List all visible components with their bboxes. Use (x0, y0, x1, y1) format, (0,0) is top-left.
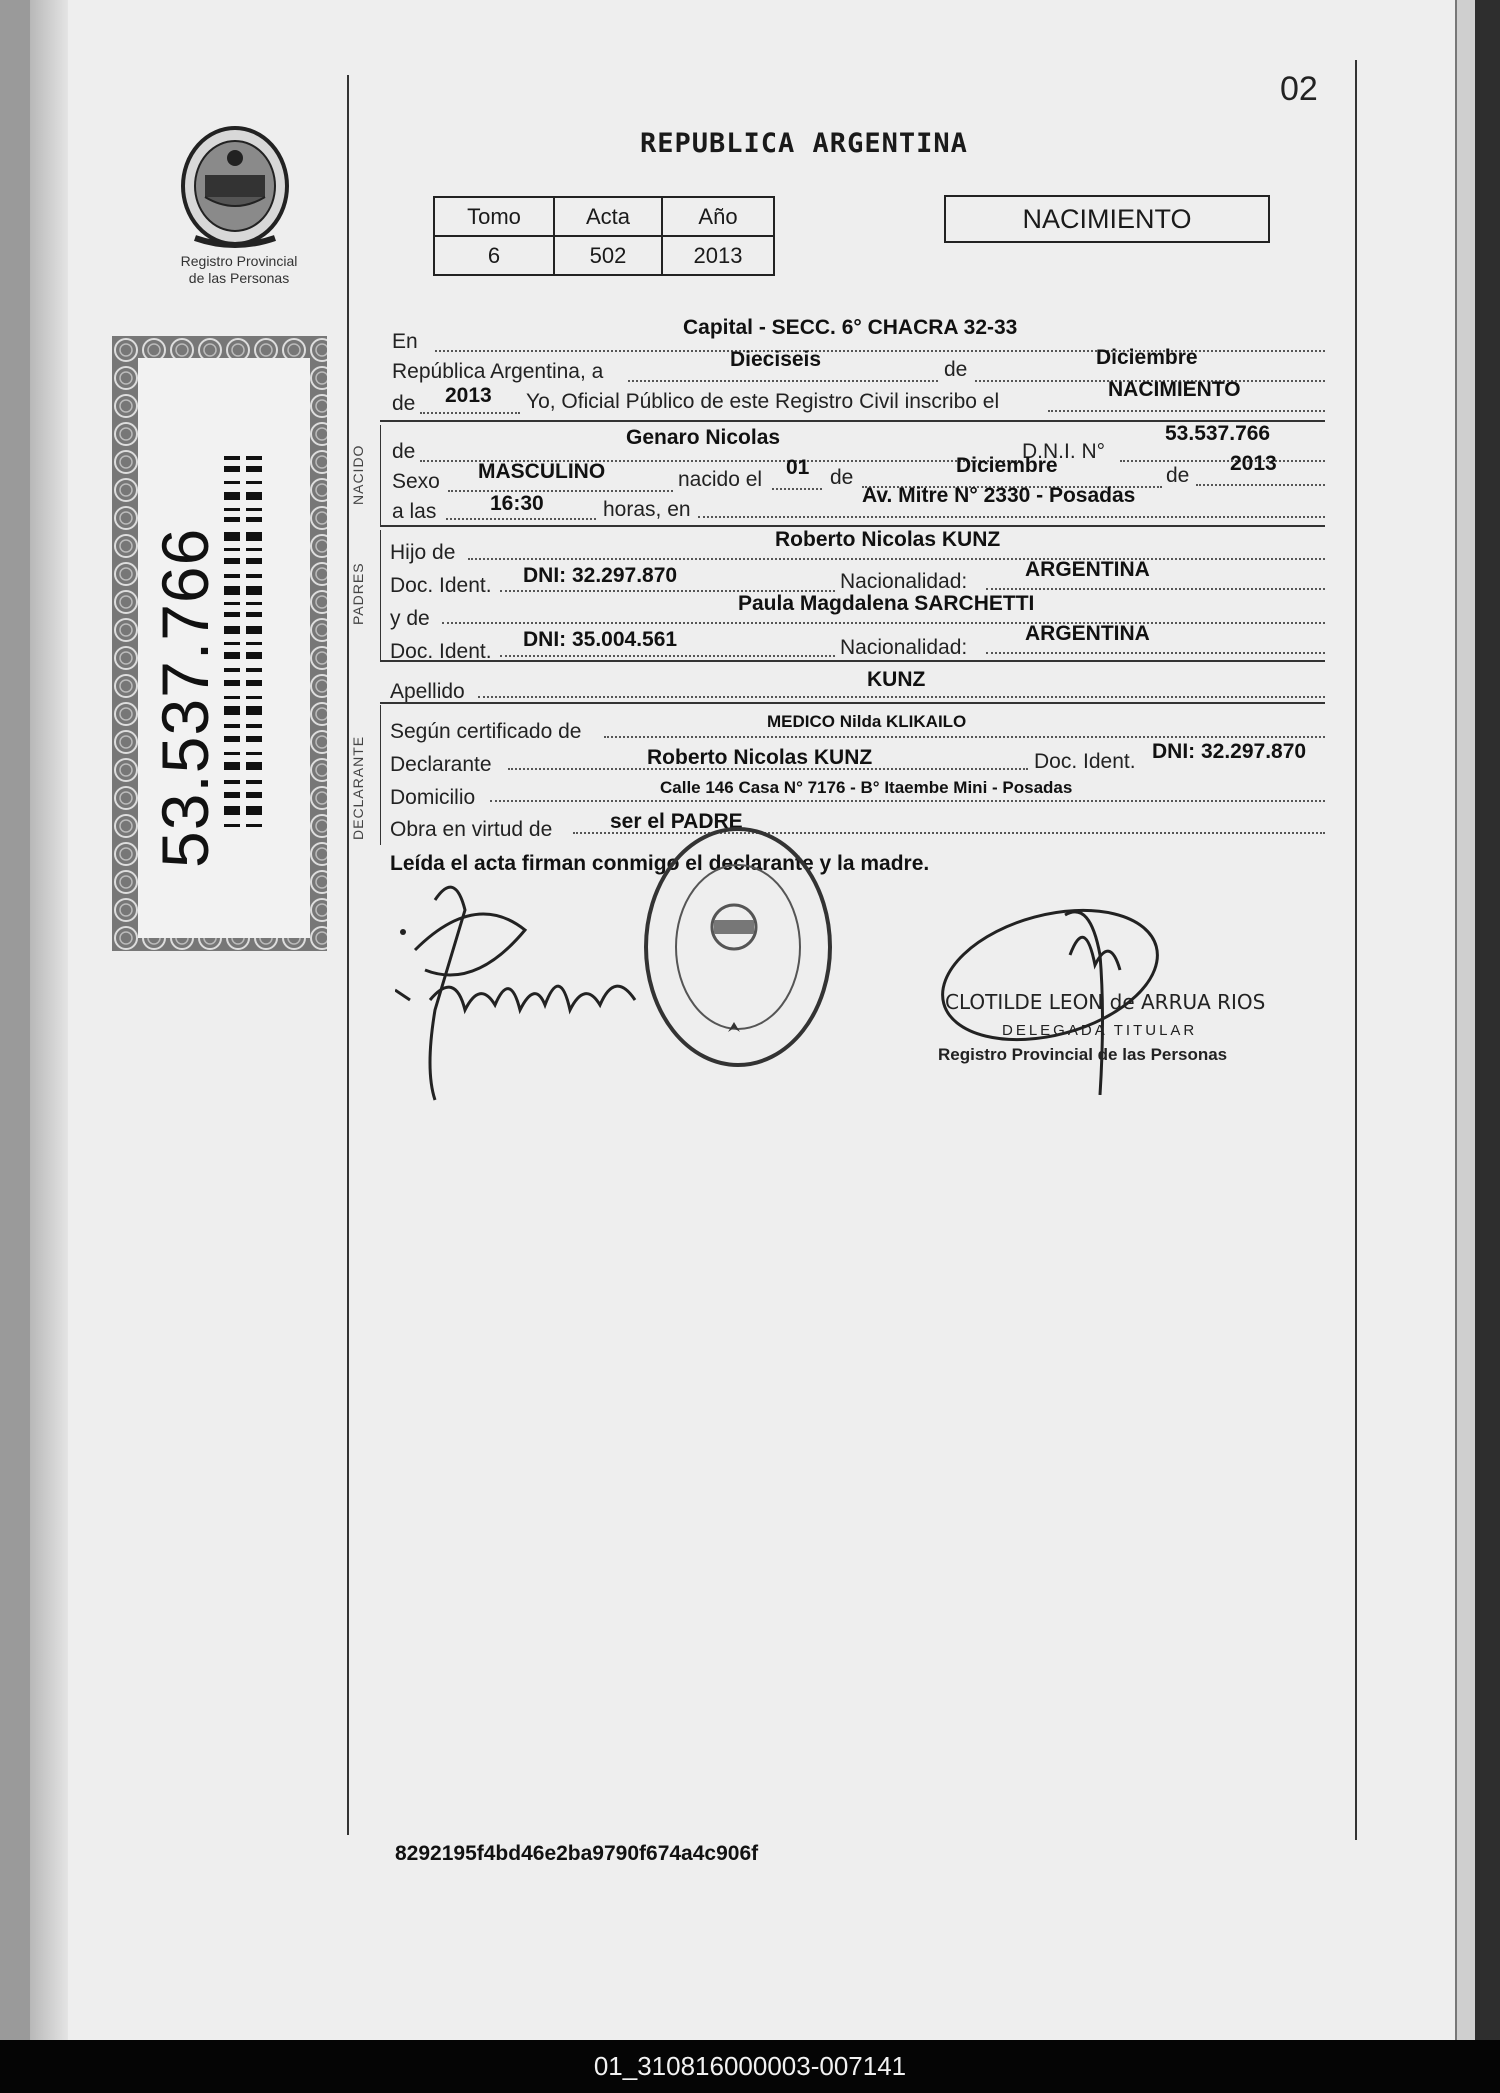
label-yo-oficial: Yo, Oficial Público de este Registro Civil inscribo el (526, 390, 1000, 413)
dots-dia (628, 380, 938, 382)
dots-lugar-nac (698, 516, 1325, 518)
value-anio-nac: 2013 (1230, 452, 1277, 475)
label-y-de: y de (390, 607, 430, 630)
rule-4 (380, 702, 1325, 704)
label-hijo-de: Hijo de (390, 541, 456, 564)
label-de-birthyear: de (1166, 464, 1190, 487)
value-sexo: MASCULINO (478, 460, 606, 483)
label-sexo: Sexo (392, 470, 440, 493)
value-padre-nac: ARGENTINA (1025, 558, 1150, 581)
value-hora: 16:30 (490, 492, 544, 515)
officer-name: CLOTILDE LEON de ARRUA RIOS (945, 990, 1266, 1014)
ref-header-tomo: Tomo (434, 197, 554, 236)
registry-caption (165, 253, 313, 287)
label-doc-ident-2: Doc. Ident. (390, 640, 492, 663)
label-nacionalidad-1: Nacionalidad: (840, 570, 968, 593)
value-padre: Roberto Nicolas KUNZ (775, 528, 1001, 551)
value-mes-nac: Diciembre (956, 454, 1058, 477)
dots-dia-nac (772, 488, 822, 490)
ref-value-anio: 2013 (662, 236, 774, 275)
right-frame-line (1355, 60, 1357, 1840)
label-doc-ident-1: Doc. Ident. (390, 574, 492, 597)
dots-tipo (1048, 410, 1325, 412)
left-frame-line (347, 75, 349, 1835)
ref-header-anio: Año (662, 197, 774, 236)
dots-year (420, 412, 520, 414)
label-nacido-el: nacido el (678, 468, 763, 491)
scan-right-border (1475, 0, 1500, 2040)
rule-3 (380, 660, 1325, 662)
label-horas-en: horas, en (603, 498, 691, 521)
closing-statement: Leída el acta firman conmigo el declarante y la madre. (390, 852, 930, 875)
dots-padre (468, 558, 1325, 560)
label-domicilio: Domicilio (390, 786, 476, 809)
label-segun-certificado: Según certificado de (390, 720, 582, 743)
label-apellido: Apellido (390, 680, 465, 703)
officer-role: DELEGADA TITULAR (1002, 1022, 1198, 1039)
value-declarante: Roberto Nicolas KUNZ (647, 746, 873, 769)
dots-padre-nac (986, 588, 1325, 590)
official-stamp-icon (638, 822, 838, 1072)
ref-header-acta: Acta (554, 197, 662, 236)
label-de-month: de (944, 358, 968, 381)
value-lugar-nac: Av. Mitre N° 2330 - Posadas (862, 484, 1136, 507)
ref-value-acta: 502 (554, 236, 662, 275)
value-nombre: Genaro Nicolas (626, 426, 781, 449)
page-left-edge (30, 0, 68, 2040)
officer-org: Registro Provincial de las Personas (938, 1045, 1228, 1064)
value-apellido: KUNZ (867, 668, 926, 691)
ref-value-tomo: 6 (434, 236, 554, 275)
value-madre-doc: DNI: 35.004.561 (523, 628, 678, 651)
label-de-name: de (392, 440, 416, 463)
reference-table (433, 196, 775, 276)
dots-madre-doc (500, 655, 835, 657)
record-type-box: NACIMIENTO (944, 195, 1270, 243)
value-padre-doc: DNI: 32.297.870 (523, 564, 678, 587)
dots-madre-nac (986, 652, 1325, 654)
vertical-id-text: 53.537.766 (148, 527, 222, 868)
value-madre: Paula Magdalena SARCHETTI (738, 592, 1035, 615)
label-declarante: Declarante (390, 753, 492, 776)
label-de-day: de (830, 466, 854, 489)
dots-madre (442, 622, 1325, 624)
value-madre-nac: ARGENTINA (1025, 622, 1150, 645)
value-declarante-doc: DNI: 32.297.870 (1152, 740, 1307, 763)
dots-anio-nac (1196, 484, 1325, 486)
label-nacionalidad-2: Nacionalidad: (840, 636, 968, 659)
value-dia-inscripcion: Dieciseis (730, 348, 822, 371)
value-dni: 53.537.766 (1165, 422, 1271, 445)
value-lugar: Capital - SECC. 6° CHACRA 32-33 (683, 316, 1018, 339)
label-dni: D.N.I. N° (1022, 440, 1106, 463)
label-a-las: a las (392, 500, 437, 523)
scan-footer-id: 01_310816000003-007141 (0, 2040, 1500, 2093)
dots-sexo (448, 490, 673, 492)
label-de-year: de (392, 392, 416, 415)
label-doc-ident-3: Doc. Ident. (1034, 750, 1136, 773)
value-dia-nac: 01 (786, 456, 810, 479)
dots-hora (446, 518, 596, 520)
value-domicilio: Calle 146 Casa N° 7176 - B° Itaembe Mini - Posadas (660, 778, 1073, 797)
document-title: REPUBLICA ARGENTINA (640, 128, 968, 159)
dots-domicilio (490, 800, 1325, 802)
registry-caption-line2: de las Personas (188, 270, 290, 286)
label-en: En (392, 330, 418, 353)
nacido-divider (380, 425, 381, 525)
value-certificado: MEDICO Nilda KLIKAILO (767, 712, 967, 731)
section-label-nacido: NACIDO (350, 444, 366, 505)
page-number: 02 (1280, 70, 1318, 108)
declarante-divider (380, 705, 381, 845)
dots-certificado (604, 736, 1325, 738)
dots-dni (1120, 460, 1325, 462)
vertical-id-number (150, 418, 220, 868)
padres-divider (380, 530, 381, 660)
section-label-padres: PADRES (350, 562, 366, 625)
rule-2 (380, 525, 1325, 527)
document-hash: 8292195f4bd46e2ba9790f674a4c906f (395, 1842, 759, 1865)
provincial-seal-icon (175, 120, 295, 252)
value-obra: ser el PADRE (610, 810, 743, 833)
label-obra-en-virtud: Obra en virtud de (390, 818, 553, 841)
dots-apellido (478, 696, 1325, 698)
value-mes-inscripcion: Diciembre (1096, 346, 1198, 369)
value-tipo: NACIMIENTO (1108, 378, 1241, 401)
registry-caption-line1: Registro Provincial (180, 253, 298, 269)
value-anio-inscripcion: 2013 (445, 384, 492, 407)
label-republica: República Argentina, a (392, 360, 604, 383)
section-label-declarante: DECLARANTE (350, 735, 366, 840)
